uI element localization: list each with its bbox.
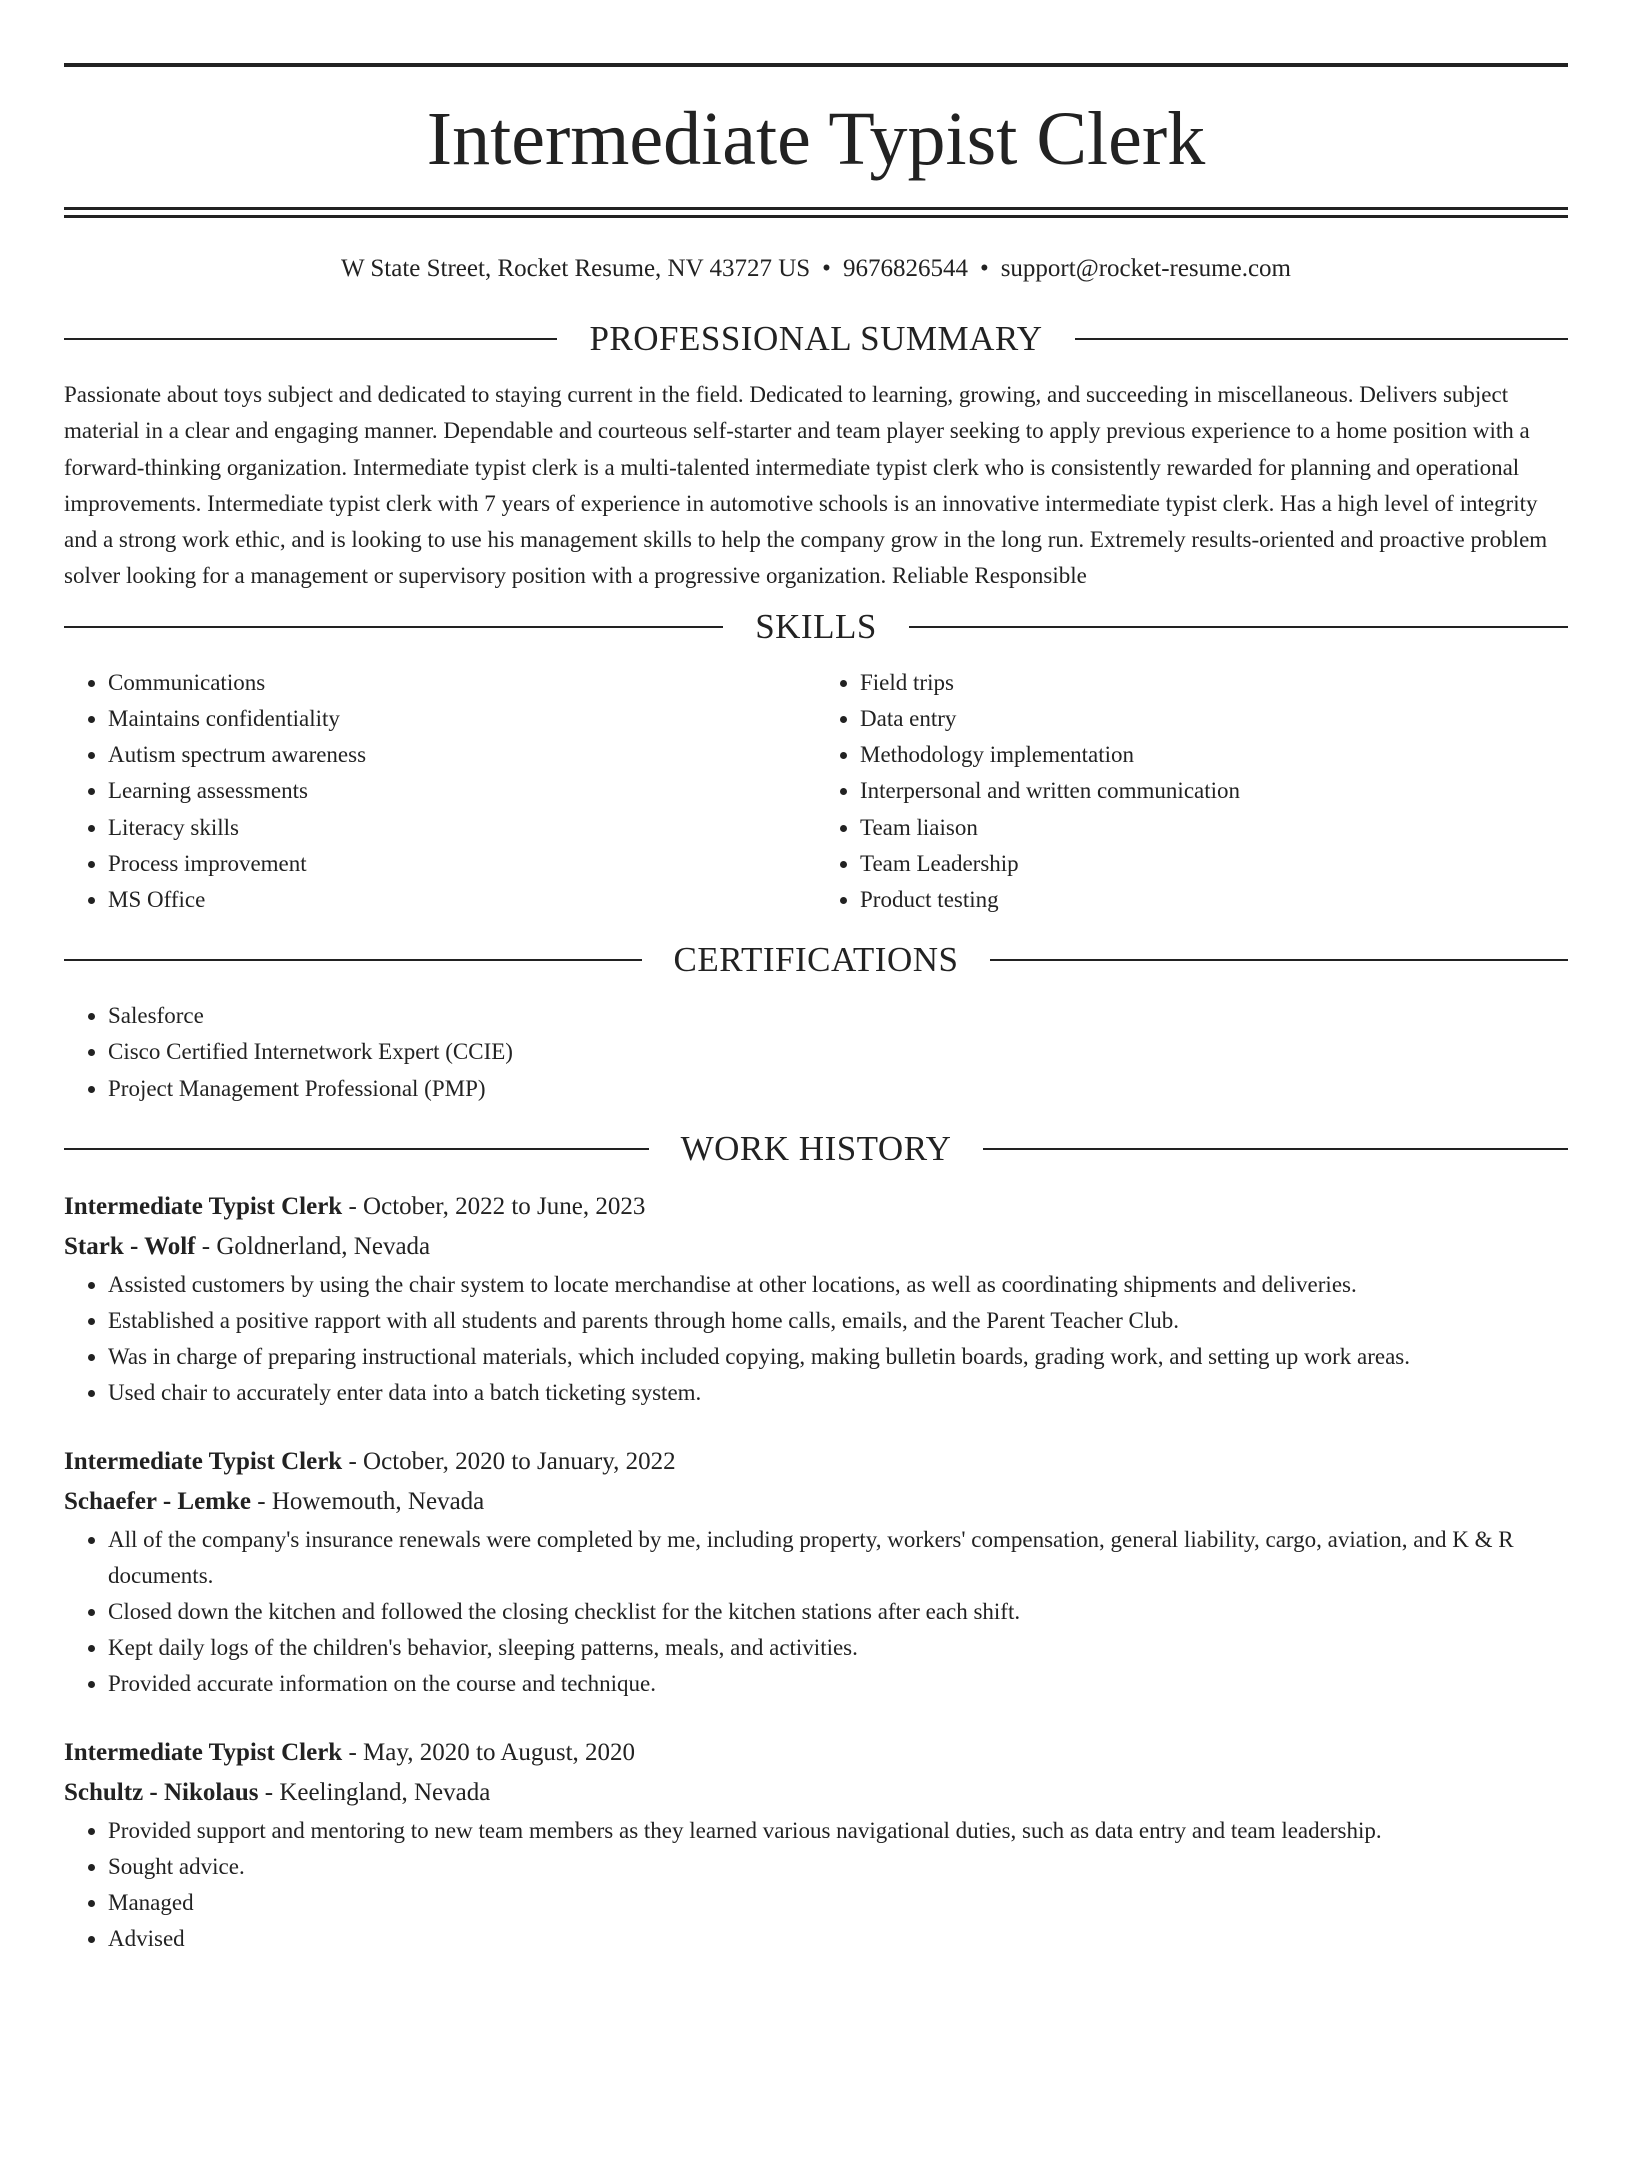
job-bullet: • Managed — [108, 1885, 1568, 1921]
job-bullet: • Closed down the kitchen and followed the closing checklist for the kitchen stations after each shift. — [108, 1594, 1568, 1630]
job-dates: October, 2022 to June, 2023 — [363, 1192, 646, 1220]
skill-item: • Learning assessments — [108, 773, 816, 809]
job-bullet: • Advised — [108, 1921, 1568, 1957]
job-company: Stark - Wolf — [64, 1232, 196, 1260]
skills-column-left — [64, 665, 816, 918]
skill-item: • Product testing — [860, 882, 1568, 918]
skill-item: • Data entry — [860, 701, 1568, 737]
contact-email: support@rocket-resume.com — [1000, 255, 1291, 282]
job-dates: October, 2020 to January, 2022 — [363, 1447, 676, 1475]
job-title: Intermediate Typist Clerk — [64, 1738, 343, 1766]
work-history-heading-title: WORK HISTORY — [680, 1128, 952, 1168]
heading-rule — [64, 959, 642, 961]
job-bullet: • Assisted customers by using the chair system to locate merchandise at other locations, as well as coordinating shipments and deliveries. — [108, 1267, 1568, 1303]
skill-item: • Field trips — [860, 665, 1568, 701]
job-bullets — [64, 1813, 1568, 1958]
resume-page — [0, 63, 1632, 2175]
job-company-line — [64, 1773, 1568, 1813]
dash: - — [342, 1738, 364, 1766]
header-double-rule — [64, 207, 1568, 218]
dash: - — [342, 1447, 364, 1475]
skill-item: • Process improvement — [108, 846, 816, 882]
heading-rule — [909, 626, 1568, 628]
skill-item: • Team liaison — [860, 810, 1568, 846]
heading-rule — [64, 626, 723, 628]
skill-item: • Methodology implementation — [860, 737, 1568, 773]
contact-info — [64, 251, 1568, 287]
job-bullet: • Was in charge of preparing instructional materials, which included copying, making bulletin boards, grading work, and setting up work areas. — [108, 1339, 1568, 1375]
dash: - — [342, 1192, 364, 1220]
certifications-list — [64, 998, 1568, 1107]
heading-rule — [1075, 338, 1568, 340]
skill-item: • Literacy skills — [108, 810, 816, 846]
summary-heading-title: PROFESSIONAL SUMMARY — [589, 319, 1043, 358]
job-bullet: • Kept daily logs of the children's behavior, sleeping patterns, meals, and activities. — [108, 1630, 1568, 1666]
skill-item: • Autism spectrum awareness — [108, 737, 816, 773]
job-entry — [64, 1733, 1568, 1958]
certification-item: • Cisco Certified Internetwork Expert (CCIE) — [108, 1034, 1568, 1070]
contact-address: W State Street, Rocket Resume, NV 43727 US — [341, 255, 811, 282]
job-location: Goldnerland, Nevada — [216, 1232, 431, 1260]
job-title-line — [64, 1187, 1568, 1227]
skill-item: • Maintains confidentiality — [108, 701, 816, 737]
skill-item: • Team Leadership — [860, 846, 1568, 882]
job-entry — [64, 1187, 1568, 1412]
job-bullet: • Provided accurate information on the course and technique. — [108, 1666, 1568, 1702]
job-bullet: • Provided support and mentoring to new team members as they learned various navigational duties, such as data entry and team leadership. — [108, 1813, 1568, 1849]
job-title-line — [64, 1733, 1568, 1773]
job-location: Howemouth, Nevada — [271, 1487, 485, 1515]
job-dates: May, 2020 to August, 2020 — [363, 1738, 636, 1766]
certification-item: • Salesforce — [108, 998, 1568, 1034]
contact-separator: • — [822, 255, 831, 282]
job-bullet: • Sought advice. — [108, 1849, 1568, 1885]
certifications-heading — [64, 938, 1568, 982]
job-title: Intermediate Typist Clerk — [64, 1192, 343, 1220]
skills-column-right — [816, 665, 1568, 918]
dash: - — [251, 1487, 272, 1515]
skill-item: • Communications — [108, 665, 816, 701]
skill-item: • MS Office — [108, 882, 816, 918]
heading-rule — [990, 959, 1568, 961]
job-bullets — [64, 1267, 1568, 1412]
work-history-heading — [64, 1127, 1568, 1171]
dash: - — [195, 1232, 217, 1260]
dash: - — [258, 1778, 280, 1806]
skills-heading — [64, 605, 1568, 649]
job-bullets — [64, 1522, 1568, 1703]
job-title: Intermediate Typist Clerk — [64, 1447, 343, 1475]
job-location: Keelingland, Nevada — [279, 1778, 491, 1806]
skills-list — [64, 665, 1568, 918]
candidate-name: Intermediate Typist Clerk — [426, 97, 1206, 181]
skills-heading-title: SKILLS — [755, 606, 877, 646]
job-bullet: • All of the company's insurance renewals were completed by me, including property, workers' compensation, general liability, cargo, aviation, and K & R documents. — [108, 1522, 1568, 1594]
heading-rule — [983, 1148, 1568, 1150]
certifications-heading-title: CERTIFICATIONS — [673, 940, 959, 980]
job-entry — [64, 1442, 1568, 1703]
job-company: Schultz - Nikolaus — [64, 1778, 259, 1806]
contact-separator: • — [979, 255, 989, 282]
contact-phone: 9676826544 — [842, 255, 968, 282]
job-company-line — [64, 1482, 1568, 1522]
job-bullet: • Used chair to accurately enter data into a batch ticketing system. — [108, 1375, 1568, 1411]
skill-item: • Interpersonal and written communication — [860, 773, 1568, 809]
summary-text: Passionate about toys subject and dedicated to staying current in the field. Dedicated to learning, growing, and succeeding in miscellaneous. Delivers subject material in a clear and engaging manner. Dependable and courteous self-starter and team player seeking to apply previous experience to a home position with a forward-thinking organization. Intermediate typist clerk is a multi-talented intermediate typist clerk who is consistently rewarded for planning and operational improvements. Intermediate typist clerk with 7 years of experience in automotive schools is an innovative intermediate typist clerk. Has a high level of integrity and a strong work ethic, and is looking to use his management skills to help the company grow in the long run. Extremely results-oriented and proactive problem solver looking for a management or supervisory position with a progressive organization. Reliable Responsible — [64, 382, 1548, 589]
job-title-line — [64, 1442, 1568, 1482]
heading-rule — [64, 1148, 649, 1150]
top-rule — [64, 63, 1568, 67]
heading-rule — [64, 338, 557, 340]
job-company: Schaefer - Lemke — [64, 1487, 251, 1515]
summary-heading — [64, 317, 1568, 361]
certification-item: • Project Management Professional (PMP) — [108, 1071, 1568, 1107]
job-bullet: • Established a positive rapport with all students and parents through home calls, emails, and the Parent Teacher Club. — [108, 1303, 1568, 1339]
job-company-line — [64, 1227, 1568, 1267]
